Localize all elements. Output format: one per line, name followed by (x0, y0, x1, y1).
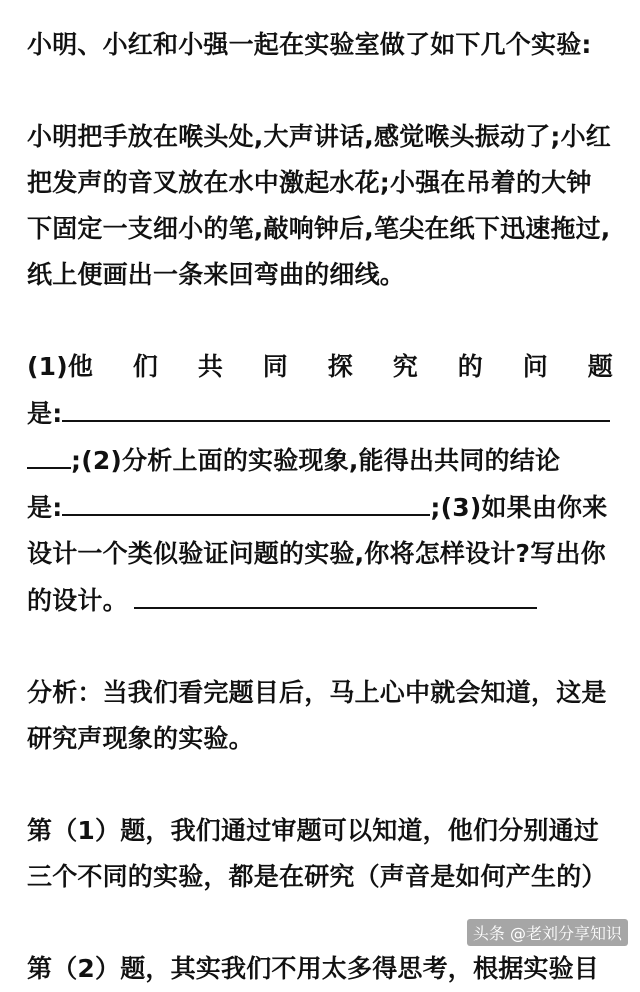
q1-word: (1)他 (27, 352, 94, 381)
q2-text: ;(2)分析上面的实验现象,能得出共同的结论 (71, 446, 561, 475)
question-2-line (27, 437, 613, 484)
answer-2-line-1: 第（2）题，其实我们不用太多得思考，根据实验目 (27, 954, 599, 983)
questions-paragraph (27, 344, 613, 624)
q1-word: 共 (197, 352, 224, 381)
q1-word: 题 (587, 352, 613, 381)
question-1-line (27, 344, 613, 390)
answer-1-line-1: 第（1）题，我们通过审题可以知道，他们分别通过 (27, 816, 599, 845)
answer-blank-3[interactable] (134, 577, 537, 609)
q1-word: 问 (522, 352, 548, 381)
question-3-line-2: 设计一个类似验证问题的实验,你将怎样设计?写出你 (27, 539, 606, 568)
paragraph-gap (27, 68, 613, 114)
intro-line: 小明、小红和小强一起在实验室做了如下几个实验: (27, 30, 592, 59)
analysis-paragraph (27, 670, 613, 762)
question-3-line-3 (27, 577, 613, 624)
analysis-line-1: 分析：当我们看完题目后，马上心中就会知道，这是 (27, 678, 607, 707)
q1-word: 同 (262, 352, 288, 381)
q2-shi: 是: (27, 493, 63, 522)
experiment-line-1: 小明把手放在喉头处,大声讲话,感觉喉头振动了;小红 (27, 122, 611, 151)
answer-1-line-2: 三个不同的实验，都是在研究（声音是如何产生的） (27, 862, 607, 891)
answer-2-paragraph (27, 946, 613, 992)
answer-blank-1-cont[interactable] (27, 437, 71, 469)
q3-line3: 的设计。 (27, 586, 128, 615)
experiment-line-3: 下固定一支细小的笔,敲响钟后,笔尖在纸下迅速拖过, (27, 214, 611, 243)
intro-paragraph (27, 22, 613, 68)
q1-word: 究 (392, 352, 418, 381)
watermark-label: 头条 @老刘分享知识 (467, 919, 628, 946)
q3-text: ;(3)如果由你来 (430, 493, 608, 522)
paragraph-gap (27, 762, 613, 808)
question-1-answer-line (27, 390, 613, 437)
experiment-paragraph (27, 114, 613, 298)
answer-blank-1[interactable] (62, 390, 610, 422)
q1-word: 探 (327, 352, 353, 381)
paragraph-gap (27, 624, 613, 670)
question-2-answer-line (27, 484, 613, 531)
answer-blank-2[interactable] (62, 484, 430, 516)
q1-word: 的 (457, 352, 483, 381)
q1-shi: 是: (27, 399, 63, 428)
answer-1-paragraph (27, 808, 613, 900)
experiment-line-2: 把发声的音叉放在水中激起水花;小强在吊着的大钟 (27, 168, 592, 197)
q1-word: 们 (132, 352, 159, 381)
paragraph-gap (27, 298, 613, 344)
experiment-line-4: 纸上便画出一条来回弯曲的细线。 (27, 260, 406, 289)
analysis-line-2: 研究声现象的实验。 (27, 724, 254, 753)
